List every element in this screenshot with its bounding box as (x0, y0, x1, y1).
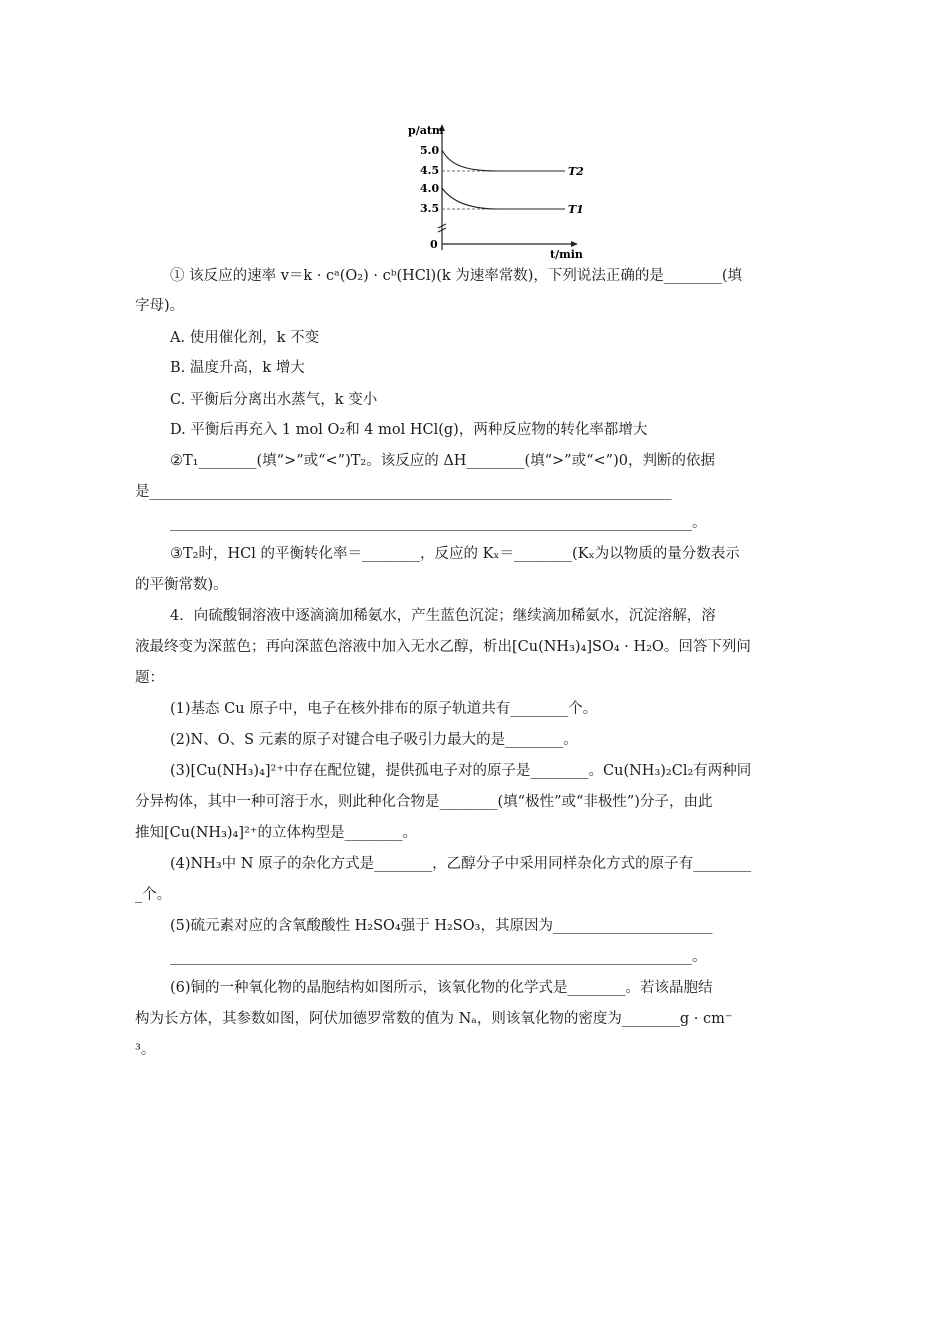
q3-2-line1: ②T₁________(填“>”或“<”)T₂。该反应的 ΔH________(填“>”或“<”)0，判断的依据 (170, 453, 715, 469)
option-c: C. 平衡后分离出水蒸气，k 变小 (170, 392, 378, 408)
q3-2-line2: 是________________________________________________________________________ (135, 484, 672, 500)
q4-6-line3: ³。 (135, 1042, 156, 1058)
q4-3-line1: (3)[Cu(NH₃)₄]²⁺中存在配位键，提供孤电子对的原子是________。Cu(NH₃)₂Cl₂有两种同 (170, 763, 752, 779)
y-tick-label: 4.5 (420, 164, 440, 177)
y-axis-label: p/atm (408, 124, 444, 137)
q4-3-line2: 分异构体，其中一种可溶于水，则此种化合物是________(填“极性”或“非极性”)分子，由此 (135, 794, 713, 810)
t1-series-label: T1 (568, 203, 584, 216)
q3-3-line1: ③T₂时，HCl 的平衡转化率＝________，反应的 Kₓ＝________(Kₓ为以物质的量分数表示 (170, 546, 740, 562)
t2-curve (442, 150, 565, 171)
pressure-time-chart (380, 120, 584, 261)
y-tick-label: 5.0 (420, 144, 440, 157)
q3-2-line3: ________________________________________________________________________。 (170, 515, 707, 531)
option-b: B. 温度升高，k 增大 (170, 360, 305, 376)
q4-4-line1: (4)NH₃中 N 原子的杂化方式是________，乙醇分子中采用同样杂化方式的原子有________ (170, 856, 752, 872)
q4-5-line1: (5)硫元素对应的含氧酸酸性 H₂SO₄强于 H₂SO₃，其原因为______________________ (170, 918, 713, 934)
option-d: D. 平衡后再充入 1 mol O₂和 4 mol HCl(g)，两种反应物的转化率都增大 (170, 422, 648, 438)
q4-6-line1: (6)铜的一种氧化物的晶胞结构如图所示，该氧化物的化学式是________。若该晶胞结 (170, 980, 713, 996)
q4-2: (2)N、O、S 元素的原子对键合电子吸引力最大的是________。 (170, 732, 578, 748)
q4-3-line3: 推知[Cu(NH₃)₄]²⁺的立体构型是________。 (135, 825, 417, 841)
q4-line1: 4．向硫酸铜溶液中逐滴滴加稀氨水，产生蓝色沉淀；继续滴加稀氨水，沉淀溶解，溶 (170, 608, 716, 624)
q4-6-line2: 构为长方体，其参数如图，阿伏加德罗常数的值为 Nₐ，则该氧化物的密度为________g · cm⁻ (135, 1011, 733, 1027)
q3-1-line2: 字母)。 (135, 298, 185, 314)
q4-1: (1)基态 Cu 原子中，电子在核外排布的原子轨道共有________个。 (170, 701, 598, 717)
origin-label: 0 (430, 238, 438, 251)
t2-series-label: T2 (568, 165, 584, 178)
y-tick-label: 3.5 (420, 202, 440, 215)
q4-line2: 液最终变为深蓝色；再向深蓝色溶液中加入无水乙醇，析出[Cu(NH₃)₄]SO₄ · H₂O。回答下列问 (135, 639, 751, 655)
option-a: A. 使用催化剂，k 不变 (170, 330, 320, 346)
x-axis-label: t/min (550, 248, 583, 261)
t1-curve (442, 188, 565, 209)
q4-4-line2: _个。 (135, 887, 172, 903)
x-axis-arrow (571, 241, 578, 247)
q3-3-line2: 的平衡常数)。 (135, 577, 228, 593)
q3-1-line1: ① 该反应的速率 v＝k · cᵃ(O₂) · cᵇ(HCl)(k 为速率常数)，下列说法正确的是________(填 (170, 268, 743, 284)
q4-line3: 题： (135, 670, 164, 686)
y-tick-label: 4.0 (420, 182, 440, 195)
q4-5-line2: ________________________________________________________________________。 (170, 949, 707, 965)
